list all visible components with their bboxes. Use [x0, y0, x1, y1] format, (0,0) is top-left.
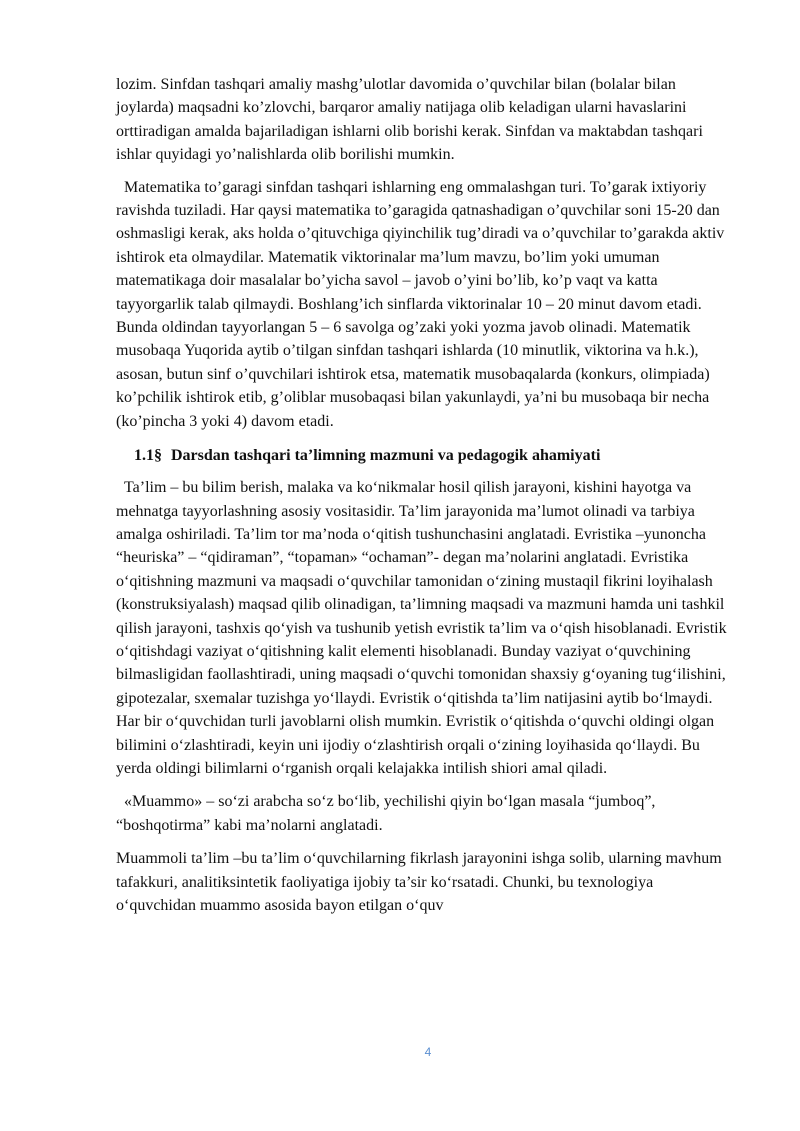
section-number: 1.1§: [134, 447, 162, 465]
document-page: [116, 73, 736, 917]
paragraph-problem-based-learning: Muammoli ta’lim –bu ta’lim o‘quvchilarning fikrlash jarayonini ishga solib, ularning mavhum tafakkuri, analitiksintetik faoliyatiga ijobiy ta’sir ko‘rsatadi. Chunki, bu texnologiya o‘quvchidan muammo asosida bayon etilgan o‘quv: [116, 850, 722, 914]
paragraph-continuation: lozim. Sinfdan tashqari amaliy mashg’ulotlar davomida o’quvchilar bilan (bolalar bilan joylarda) maqsadni ko’zlovchi, barqaror amaliy natijaga olib keladigan ularni havaslarini orttiradigan amalda bajariladigan ishlarni olib borishi kerak. Sinfdan va maktabdan tashqari ishlar quyidagi yo’nalishlarda olib borilishi mumkin.: [116, 76, 703, 164]
section-heading: [116, 445, 736, 467]
paragraph-math-club: Matematika to’garagi sinfdan tashqari ishlarning eng ommalashgan turi. To’garak ixtiyoriy ravishda tuziladi. Har qaysi matematika to’garagida qatnashadigan o’quvchilar soni 15-20 dan oshmasligi kerak, aks holda o’qituvchiga qiyinchilik tug’diradi va o’quvchilar to’garakda aktiv ishtirok eta olmaydilar. Matematik viktorinalar ma’lum mavzu, bo’lim yoki umuman matematikaga doir masalalar bo’yicha savol – javob o’yini bo’lib, ko’p vaqt va katta tayyorgarlik talab qilmaydi. Boshlang’ich sinflarda viktorinalar 10 – 20 minut davom etadi. Bunda oldindan tayyorlangan 5 – 6 savolga og’zaki yoki yozma javob olinadi. Matematik musobaqa Yuqorida aytib o’tilgan sinfdan tashqari ishlarda (10 minutlik, viktorina va h.k.), asosan, butun sinf o’quvchilari ishtirok etsa, matematik musobaqalarda (konkurs, olimpiada) ko’pchilik ishtirok etib, g’oliblar musobaqasi bilan yakunlaydi, ya’ni bu musobaqa bir necha (ko’pincha 3 yoki 4) davom etadi.: [116, 178, 725, 430]
paragraph-problem-definition: «Muammo» – so‘zi arabcha so‘z bo‘lib, yechilishi qiyin bo‘lgan masala “jumboq”, “boshqotirma” kabi ma’nolarni anglatadi.: [116, 793, 656, 834]
page-number: 4: [424, 1045, 432, 1059]
section-title: Darsdan tashqari ta’limning mazmuni va pedagogik ahamiyati: [171, 447, 601, 465]
paragraph-education: Ta’lim – bu bilim berish, malaka va ko‘nikmalar hosil qilish jarayoni, kishini hayotga va mehnatga tayyorlashning asosiy vositasidir. Ta’lim jarayonida ma’lumot olinadi va tarbiya amalga oshiriladi. Ta’lim tor ma’noda o‘qitish tushunchasini anglatadi. Evristika –yunoncha “heuriska” – “qidiraman”, “topaman» “ochaman”- degan ma’nolarini anglatadi. Evristika o‘qitishning mazmuni va maqsadi o‘quvchilar tamonidan o‘zining mustaqil fikrini loyihalash (konstruksiyalash) maqsad qilib olinadigan, ta’limning maqsadi va mazmuni hamda uni tashkil qilish jarayoni, tashxis qo‘yish va tushunib yetish evristik ta’lim va o‘qish hisoblanadi. Evristik o‘qitishdagi vaziyat o‘qitishning kalit elementi hisoblanadi. Bunday vaziyat o‘quvchining bilmasligidan faollashtiradi, uning maqsadi o‘quvchi tomonidan shaxsiy g‘oyaning tug‘ilishini, gipotezalar, sxemalar tuzishga yo‘llaydi. Evristik o‘qitishda ta’lim natijasini aytib bo‘lmaydi. Har bir o‘quvchidan turli javoblarni olish mumkin. Evristik o‘qitishda o‘quvchi oldingi olgan bilimini o‘zlashtiradi, keyin uni ijodiy o‘zlashtirish orqali o‘zining loyihasida qo‘llaydi. Bu yerda oldingi bilimlarni o‘rganish orqali kelajakka intilish shiori amal qiladi.: [116, 479, 727, 777]
